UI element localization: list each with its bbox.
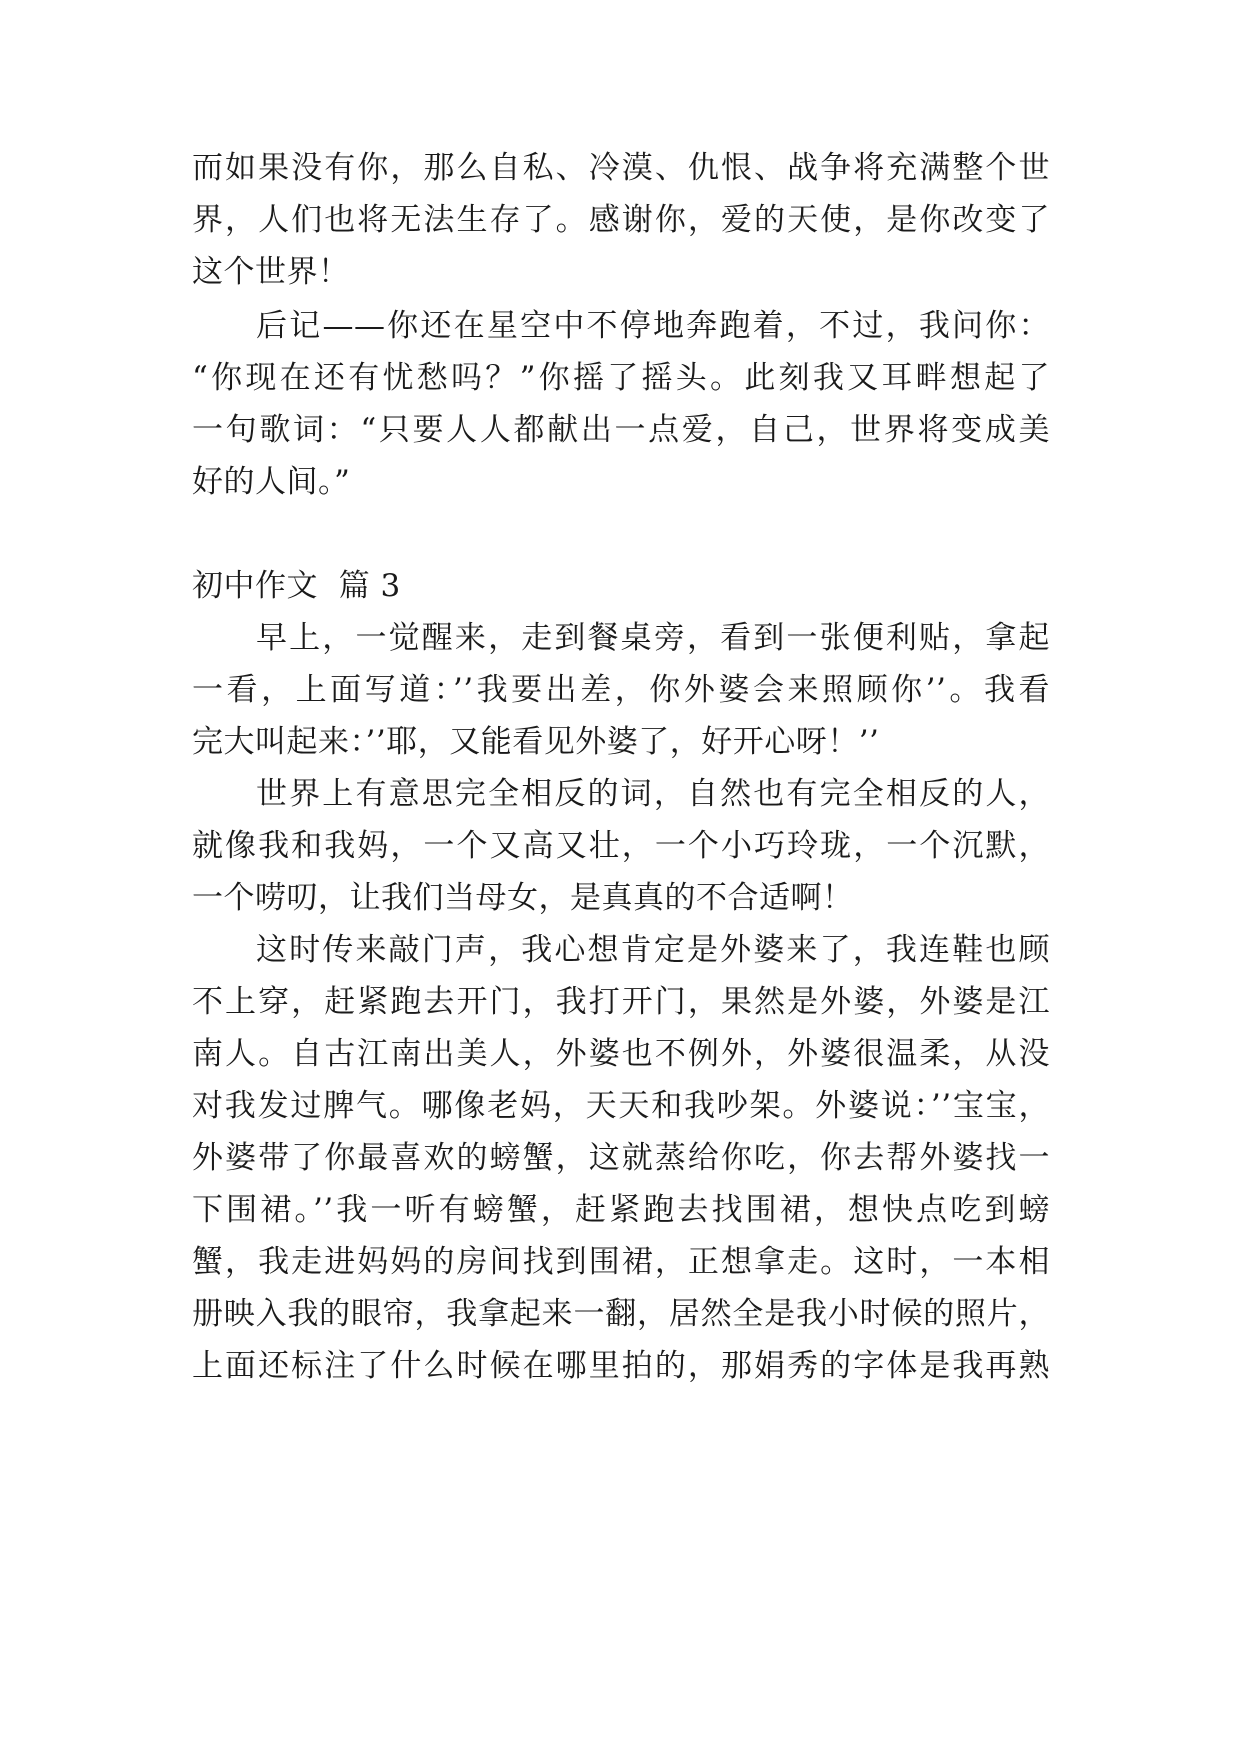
text-line: 下围裙。’’我一听有螃蟹，赶紧跑去找围裙，想快点吃到螃	[192, 1192, 1050, 1228]
text-line: 蟹，我走进妈妈的房间找到围裙，正想拿走。这时，一本相	[192, 1244, 1050, 1280]
text-line: 对我发过脾气。哪像老妈，天天和我吵架。外婆说：’’宝宝，	[192, 1088, 1050, 1124]
text-line: 世界上有意思完全相反的词，自然也有完全相反的人，	[256, 776, 1050, 812]
text-line: 而如果没有你，那么自私、冷漠、仇恨、战争将充满整个世	[192, 150, 1050, 186]
text-line: 一个唠叨，让我们当母女，是真真的不合适啊！	[192, 880, 854, 916]
text-line: 就像我和我妈，一个又高又壮，一个小巧玲珑，一个沉默，	[192, 828, 1050, 864]
text-line: 好的人间。”	[192, 464, 351, 500]
text-line: “你现在还有忧愁吗？”你摇了摇头。此刻我又耳畔想起了	[192, 360, 1050, 396]
text-line: 册映入我的眼帘，我拿起来一翻，居然全是我小时候的照片，	[192, 1296, 1050, 1332]
text-line: 这时传来敲门声，我心想肯定是外婆来了，我连鞋也顾	[256, 932, 1050, 968]
section-heading: 初中作文 篇 3	[192, 568, 401, 604]
text-line: 一句歌词：“只要人人都献出一点爱，自己，世界将变成美	[192, 412, 1050, 448]
text-line: 早上，一觉醒来，走到餐桌旁，看到一张便利贴，拿起	[256, 620, 1050, 656]
text-line: 后记——你还在星空中不停地奔跑着，不过，我问你：	[256, 308, 1050, 344]
text-line: 南人。自古江南出美人，外婆也不例外，外婆很温柔，从没	[192, 1036, 1050, 1072]
text-line: 外婆带了你最喜欢的螃蟹，这就蒸给你吃，你去帮外婆找一	[192, 1140, 1050, 1176]
text-line: 完大叫起来：’’耶，又能看见外婆了，好开心呀！’’	[192, 724, 880, 760]
text-line: 界，人们也将无法生存了。感谢你，爱的天使，是你改变了	[192, 202, 1050, 238]
text-line: 一看，上面写道：’’我要出差，你外婆会来照顾你’’。我看	[192, 672, 1050, 708]
text-line: 不上穿，赶紧跑去开门，我打开门，果然是外婆，外婆是江	[192, 984, 1050, 1020]
text-line: 这个世界！	[192, 254, 350, 290]
text-line: 上面还标注了什么时候在哪里拍的，那娟秀的字体是我再熟	[192, 1348, 1050, 1384]
